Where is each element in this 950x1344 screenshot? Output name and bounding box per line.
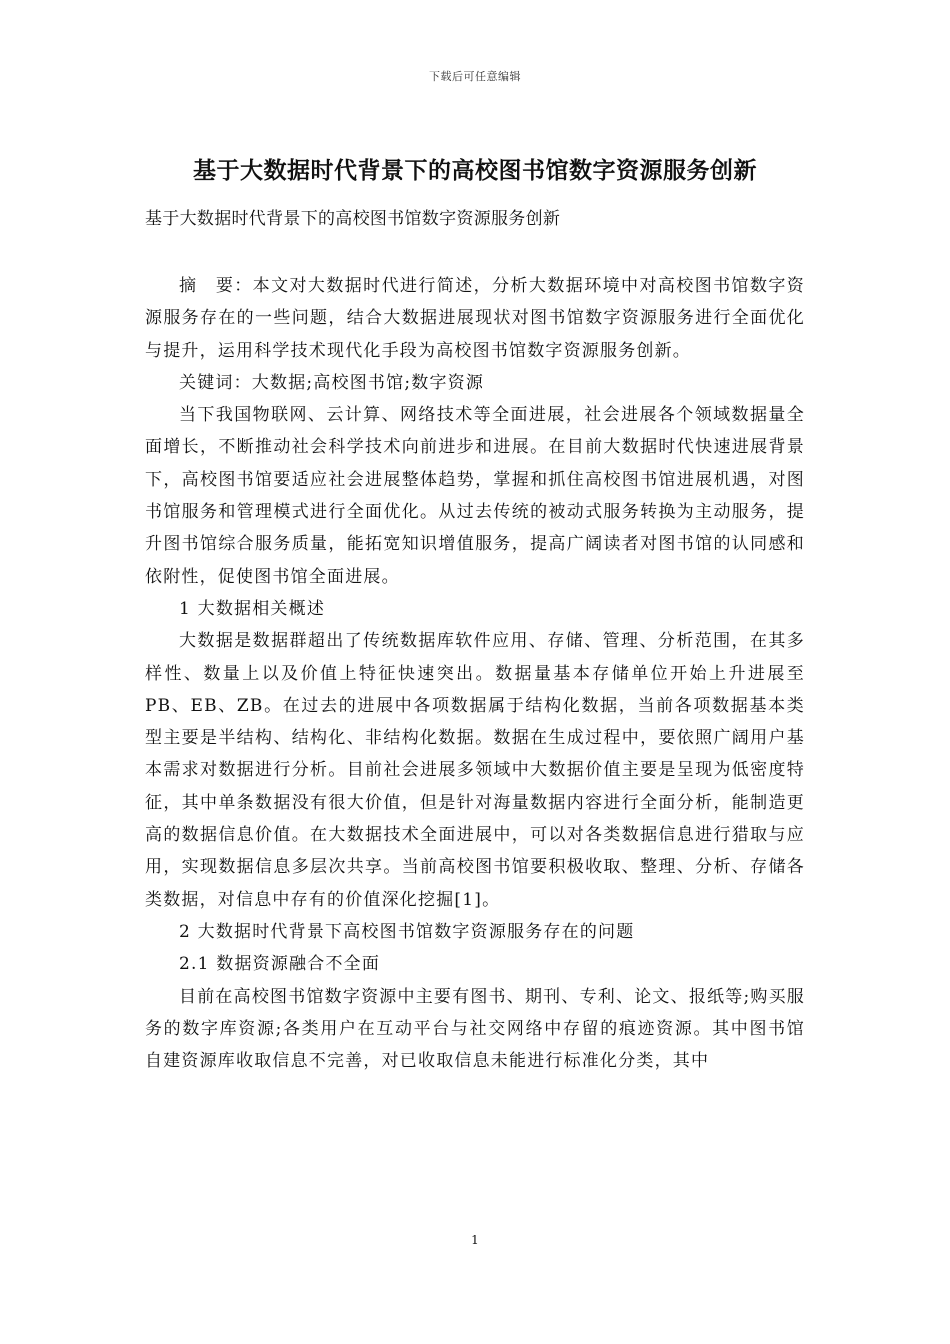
document-body xyxy=(145,270,805,1077)
subsection-heading-2-1: 2.1 数据资源融合不全面 xyxy=(179,954,381,975)
document-title: 基于大数据时代背景下的高校图书馆数字资源服务创新 xyxy=(193,157,757,184)
abstract-paragraph: 摘 要：本文对大数据时代进行简述，分析大数据环境中对高校图书馆数字资源服务存在的一些问题，结合大数据进展现状对图书馆数字资源服务进行全面优化与提升，运用科学技术现代化手段为高校图书馆数字资源服务创新。 xyxy=(145,276,805,361)
section-heading-2: 2 大数据时代背景下高校图书馆数字资源服务存在的问题 xyxy=(179,921,635,942)
page-number: 1 xyxy=(471,1233,479,1247)
keywords-paragraph: 关键词：大数据;高校图书馆;数字资源 xyxy=(179,372,485,393)
document-subtitle: 基于大数据时代背景下的高校图书馆数字资源服务创新 xyxy=(145,209,561,229)
section-heading-1: 1 大数据相关概述 xyxy=(179,598,326,619)
section-1-paragraph: 大数据是数据群超出了传统数据库软件应用、存储、管理、分析范围，在其多样性、数量上以及价值上特征快速突出。数据量基本存储单位开始上升进展至PB、EB、ZB。在过去的进展中各项数据属于结构化数据，当前各项数据基本类型主要是半结构、结构化、非结构化数据。数据在生成过程中，要依照广阔用户基本需求对数据进行分析。目前社会进展多领域中大数据价值主要是呈现为低密度特征，其中单条数据没有很大价值，但是针对海量数据内容进行全面分析，能制造更高的数据信息价值。在大数据技术全面进展中，可以对各类数据信息进行猎取与应用，实现数据信息多层次共享。当前高校图书馆要积极收取、整理、分析、存储各类数据，对信息中存有的价值深化挖掘[1]。 xyxy=(145,631,805,910)
intro-paragraph: 当下我国物联网、云计算、网络技术等全面进展，社会进展各个领域数据量全面增长，不断推动社会科学技术向前进步和进展。在目前大数据时代快速进展背景下，高校图书馆要适应社会进展整体趋势，掌握和抓住高校图书馆进展机遇，对图书馆服务和管理模式进行全面优化。从过去传统的被动式服务转换为主动服务，提升图书馆综合服务质量，能拓宽知识增值服务，提高广阔读者对图书馆的认同感和依附性，促使图书馆全面进展。 xyxy=(145,405,805,587)
header-note: 下载后可任意编辑 xyxy=(429,70,521,83)
section-2-1-paragraph: 目前在高校图书馆数字资源中主要有图书、期刊、专利、论文、报纸等;购买服务的数字库资源;各类用户在互动平台与社交网络中存留的痕迹资源。其中图书馆自建资源库收取信息不完善，对已收取信息未能进行标准化分类，其中 xyxy=(145,986,805,1072)
